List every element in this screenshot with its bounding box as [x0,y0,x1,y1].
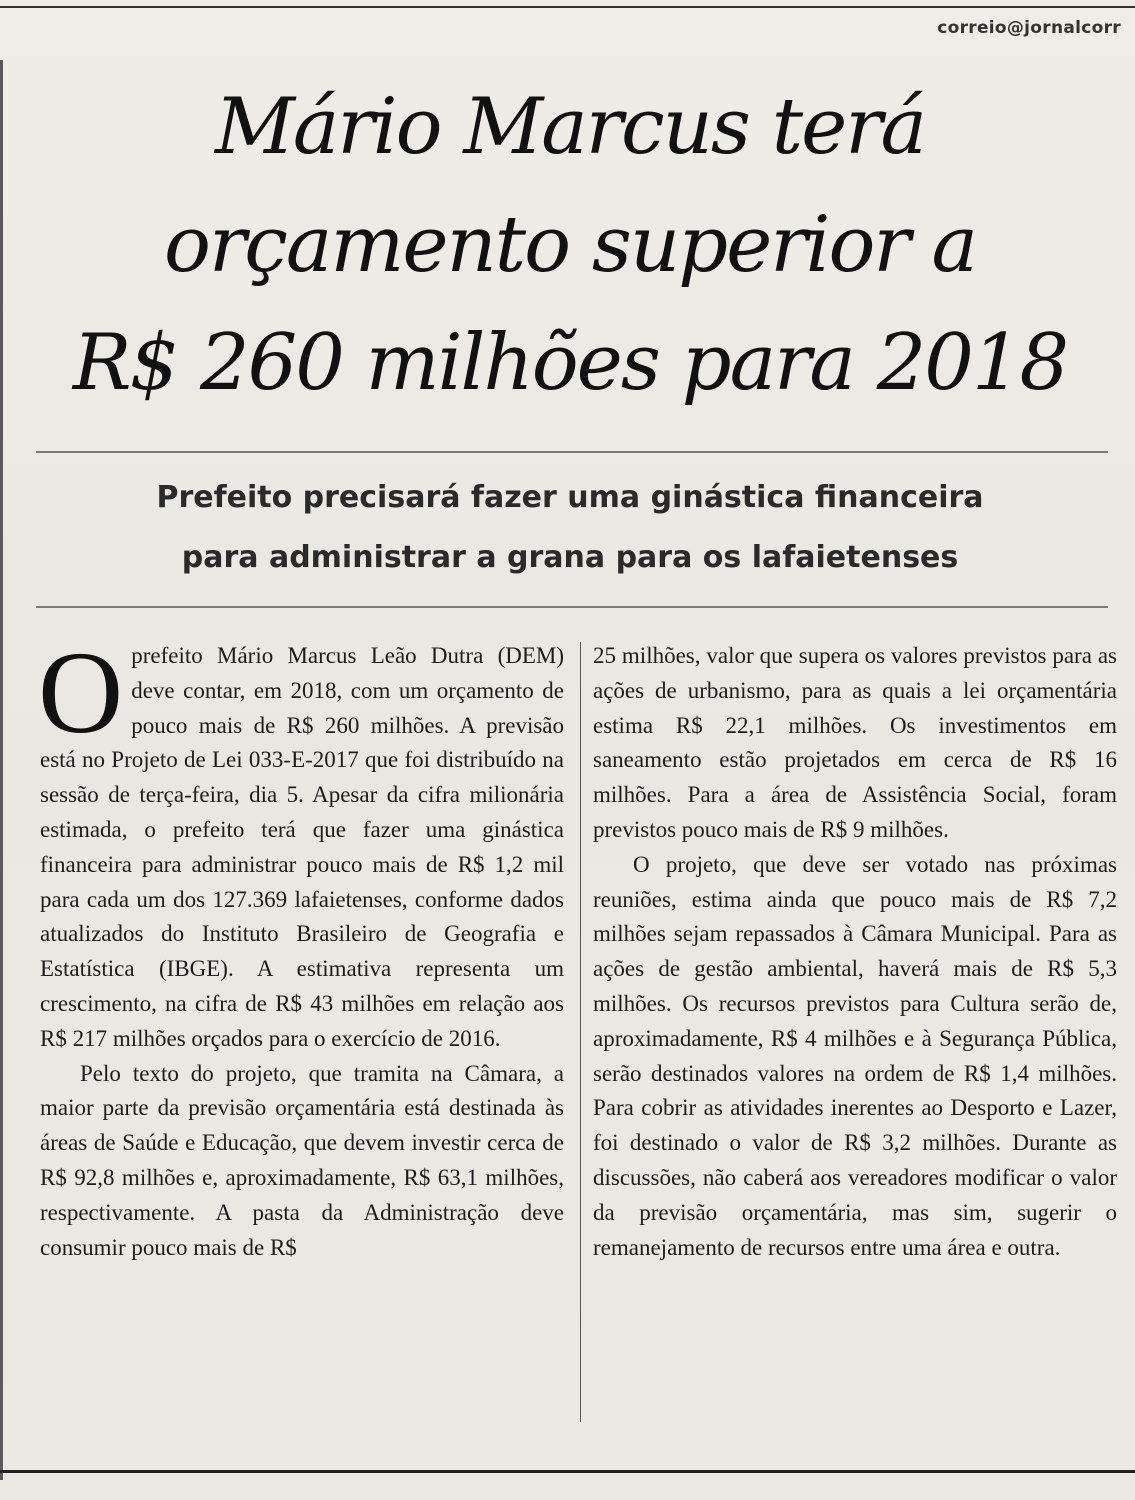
article-paragraph-3: O projeto, que deve ser votado nas próximas reuniões, estima ainda que pouco mais de R$ 7,2 milhões sejam repassados à Câmara Municipal. Para as ações de gestão ambiental, haverá mais de R$ 5,3 milhões. Os recursos previstos para Cultura serão de, aproximadamente, R$ 4 milhões e à Segurança Pública, serão destinados valores na ordem de R$ 1,4 milhões. Para cobrir as atividades inerentes ao Desporto e Lazer, foi destinado o valor de R$ 3,2 milhões. Durante as discussões, não caberá aos vereadores modificar o valor da previsão orçamentária, mas sim, sugerir o remanejamento de recursos entre uma área e outra. [593,851,1117,1260]
headline-line-3: R$ 260 milhões para 2018 [72,318,1068,408]
article-column-left [38,627,564,1265]
subheadline-line-2: para administrar a grana para os lafaietenses [181,540,959,575]
article-column-right [593,639,1117,1265]
subheadline-line-1: Prefeito precisará fazer uma ginástica financeira [156,480,984,515]
drop-cap: O [38,627,124,758]
masthead-email: correio@jornalcorr [937,18,1121,38]
article-paragraph-2: Pelo texto do projeto, que tramita na Câmara, a maior parte da previsão orçamentária está destinada às áreas de Saúde e Educação, que devem investir cerca de R$ 92,8 milhões e, aproximadamente, R$ 63,1 milhões, respectivamente. A pasta da Administração deve consumir pouco mais de R$ [40,1060,564,1260]
subheadline-divider [36,606,1108,608]
column-divider [580,642,581,1422]
subheadline [20,468,1120,588]
bottom-rule [0,1470,1135,1473]
left-edge-rule [0,60,3,1480]
article-paragraph-2-continued: 25 milhões, valor que supera os valores previstos para as ações de urbanismo, para as quais a lei orçamentária estima R$ 22,1 milhões. Os investimentos em saneamento estão projetados em cerca de R$ 16 milhões. Para a área de Assistência Social, foram previstos pouco mais de R$ 9 milhões. [593,643,1117,842]
paragraph-1-text: prefeito Mário Marcus Leão Dutra (DEM) deve contar, em 2018, com um orçamento de pouco mais de R$ 260 milhões. A previsão está no Projeto de Lei 033-E-2017 que foi distribuído na sessão de terça-feira, dia 5. Apesar da cifra milionária estimada, o prefeito terá que fazer uma ginástica financeira para administrar pouco mais de R$ 1,2 mil para cada um dos 127.369 lafaietenses, conforme dados atualizados do Instituto Brasileiro de Geografia e Estatística (IBGE). A estimativa representa um crescimento, na cifra de R$ 43 milhões em relação aos R$ 217 milhões orçados para o exercício de 2016. [40,643,564,1051]
headline-line-2: orçamento superior a [163,200,977,290]
article-paragraph-1 [38,627,564,1057]
headline-line-1: Mário Marcus terá [214,82,926,172]
headline [20,68,1120,422]
top-rule [0,6,1135,8]
headline-divider [36,451,1108,453]
